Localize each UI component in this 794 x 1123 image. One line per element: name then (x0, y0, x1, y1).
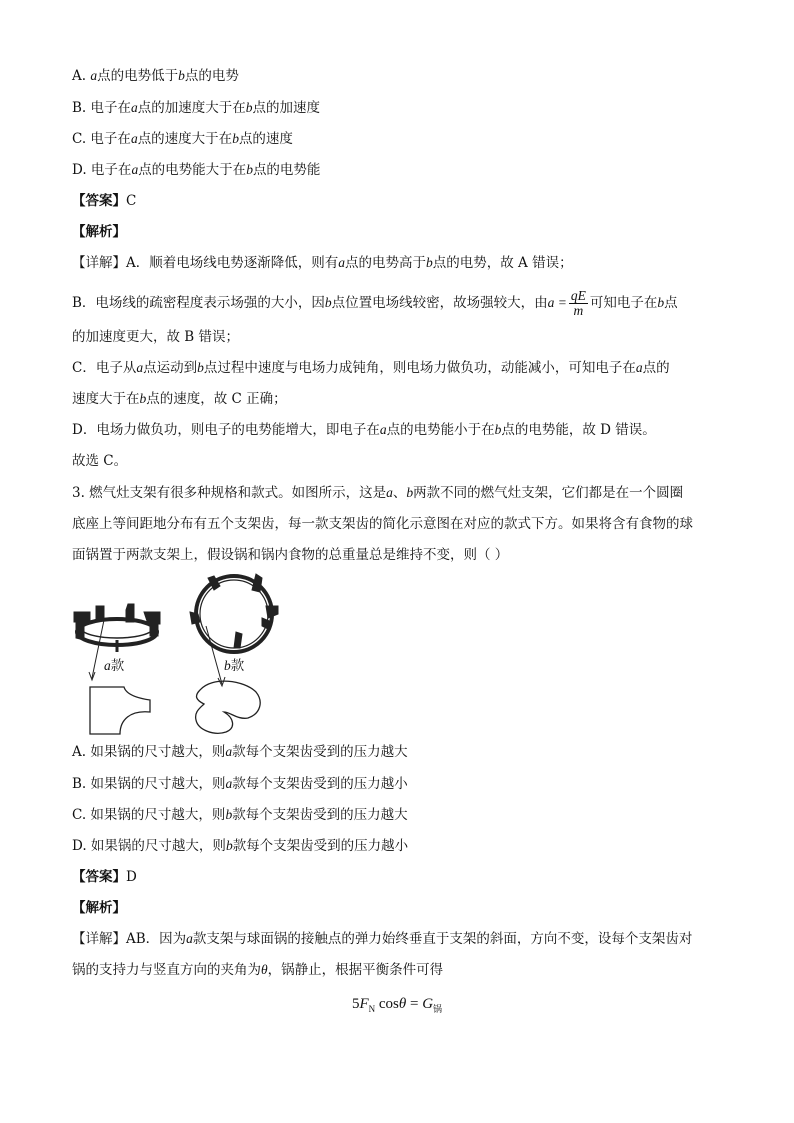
answer-q2: 【答案】C (72, 193, 137, 209)
detail-q2-c2: 速度大于在b点的速度，故 C 正确； (72, 391, 287, 407)
option-a-q3: A. 如果锅的尺寸越大，则a款每个支架齿受到的压力越大 (72, 744, 408, 760)
question3-line2: 底座上等间距地分布有五个支架齿，每一款支架齿的简化示意图在对应的款式下方。如果将含有食物的球 (72, 516, 693, 532)
question3-line3: 面锅置于两款支架上，假设锅和锅内食物的总重量总是维持不变，则（ ） (72, 547, 509, 563)
stand-a-drawing (74, 604, 160, 652)
label-b-style: b款 (224, 658, 245, 674)
fraction-qe-over-m: $\frac{qE}{m}$ (570, 288, 586, 318)
question3-line1: 3. 燃气灶支架有很多种规格和款式。如图所示，这是a、b两款不同的燃气灶支架，它们都是在一个圆圈 (72, 485, 684, 501)
answer-q3: 【答案】D (72, 869, 137, 885)
option-b-q3: B. 如果锅的尺寸越大，则a款每个支架齿受到的压力越小 (72, 776, 408, 792)
option-c-q3: C. 如果锅的尺寸越大，则b款每个支架齿受到的压力越大 (72, 807, 408, 823)
label-a-style: a款 (104, 658, 125, 674)
option-b-q2: B. 电子在a点的加速度大于在b点的加速度 (72, 100, 321, 116)
option-a-q2: A. a点的电势低于b点的电势 (72, 68, 239, 84)
option-d-q2: D. 电子在a点的电势能大于在b点的电势能 (72, 162, 321, 178)
detail-q2-d: D．电场力做负功，则电子的电势能增大，即电子在a点的电势能小于在b点的电势能，故 D 错误。 (72, 422, 656, 438)
detail-q2-a: 【详解】A．顺着电场线电势逐渐降低，则有a点的电势高于b点的电势，故 A 错误； (72, 255, 573, 271)
detail-q3-line2: 锅的支持力与竖直方向的夹角为θ，锅静止，根据平衡条件可得 (72, 962, 444, 978)
stand-b-drawing (190, 574, 278, 652)
option-c-q2: C. 电子在a点的速度大于在b点的速度 (72, 131, 293, 147)
equilibrium-formula: $5F_N$ $\cos\theta = G_锅$ (351, 996, 443, 1014)
analysis-label-q2: 【解析】 (72, 224, 126, 240)
option-d-q3: D. 如果锅的尺寸越大，则b款每个支架齿受到的压力越小 (72, 838, 409, 854)
detail-q2-c1: C．电子从a点运动到b点过程中速度与电场力成钝角，则电场力做负功，动能减小，可知电子在a点的 (72, 360, 670, 376)
analysis-label-q3: 【解析】 (72, 900, 126, 916)
profile-a (90, 687, 150, 734)
detail-q2-b1: B．电场线的疏密程度表示场强的大小，因b点位置电场线较密，故场强较大，由a = $\frac{qE}{m}$ 可知电子在b点 (72, 288, 678, 318)
profile-b (196, 681, 261, 733)
arrow-b (206, 626, 222, 684)
arrow-a (92, 620, 104, 678)
detail-q3-line1: 【详解】AB．因为a款支架与球面锅的接触点的弹力始终垂直于支架的斜面，方向不变，设每个支架齿对 (72, 931, 693, 947)
detail-q2-b2: 的加速度更大，故 B 错误； (72, 329, 240, 345)
detail-q2-conclusion: 故选 C。 (72, 453, 128, 469)
